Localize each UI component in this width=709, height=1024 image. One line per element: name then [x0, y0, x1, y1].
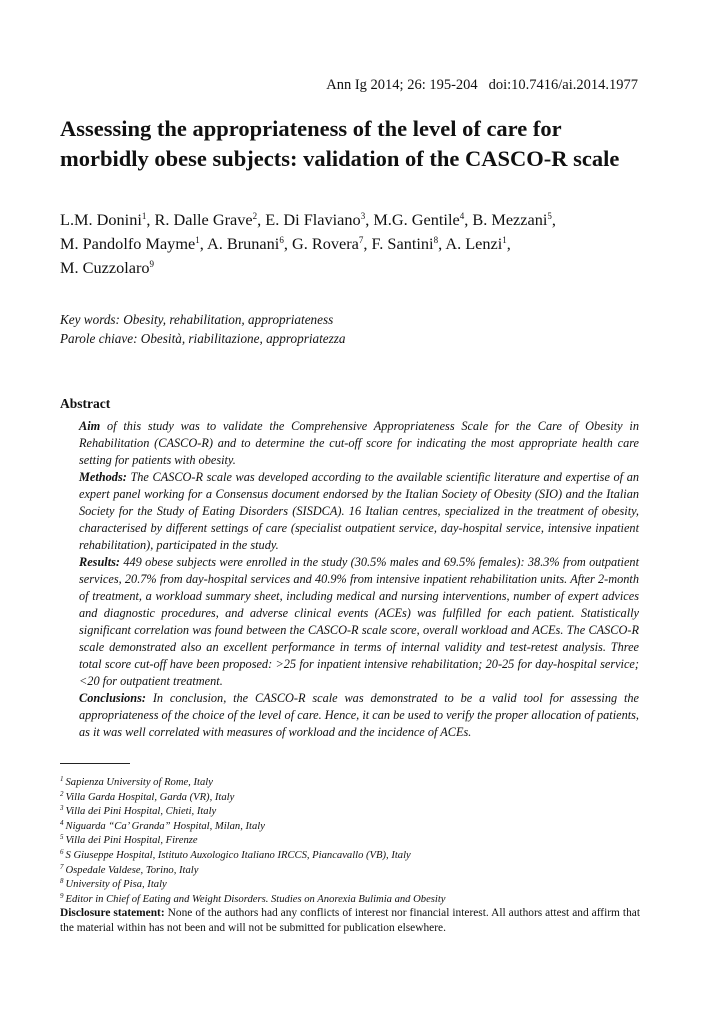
article-title: Assessing the appropriateness of the level of care for morbidly obese subjects: validation of the CASCO-R scale [60, 116, 620, 171]
author: M. Pandolfo Mayme$^1$ [60, 234, 200, 253]
author: R. Dalle Grave$^2$ [154, 210, 258, 229]
doi-text: doi:10.7416/ai.2014.1977 [488, 77, 638, 93]
author: M. Cuzzolaro$^9$ [60, 258, 155, 277]
abstract-aim: Aim of this study was to validate the Comprehensive Appropriateness Scale for the Care of Obesity in Rehabilitation (CASCO-R) and to determine the cut-off score for indicating the most appropriate health care setting for patients with obesity. [79, 419, 639, 467]
abstract-methods: Methods: The CASCO-R scale was developed according to the available scientific literature and expertise of an expert panel working for a Consensus document endorsed by the Italian Society of Obesity (SIO) and the Italian Society for the Study of Eating Disorders (SISDCA). 16 Italian centres, specialized in the treatment of obesity, characterised by different settings of care (specialist outpatient service, day-hospital service, intensive inpatient rehabilitation), participated in the study. [79, 470, 639, 552]
abstract-results: Results: 449 obese subjects were enrolled in the study (30.5% males and 69.5% females): 38.3% from outpatient services, 20.7% from day-hospital services and 40.9% from intensive inpatient rehabilitation units. After 2-month of treatment, a workload summary sheet, including medical and nursing interventions, number of expert advices and diagnostic procedures, and adverse clinical events (ACEs) was fulfilled for each patient. Statistically significant correlation was found between the CASCO-R scale score, overall workload and ACEs. The CASCO-R scale demonstrated also an excellent performance in terms of internal validity and test-retest analysis. Three total score cut-off have been proposed: >25 for inpatient intensive rehabilitation; 20-25 for day-hospital service; <20 for outpatient treatment. [79, 555, 639, 688]
affiliation-item: $^4$ Niguarda “Ca’ Granda” Hospital, Milan, Italy [60, 818, 265, 832]
keywords-block [60, 310, 650, 348]
affiliation-item: $^3$ Villa dei Pini Hospital, Chieti, Italy [60, 804, 217, 818]
disclosure-statement: Disclosure statement: None of the authors had any conflicts of interest nor financial interest. All authors attest and affirm that the material within has not been and will not be submitted for publication elsewhere. [60, 907, 640, 934]
author: B. Mezzani$^5$ [472, 210, 552, 229]
affiliation-item: $^9$ Editor in Chief of Eating and Weight Disorders. Studies on Anorexia Bulimia and Obesity [60, 891, 446, 905]
affiliation-item: $^8$ University of Pisa, Italy [60, 877, 167, 891]
keywords-english: Key words: Obesity, rehabilitation, appropriateness [60, 312, 334, 327]
author: A. Brunani$^6$ [206, 234, 284, 253]
keywords-italian: Parole chiave: Obesità, riabilitazione, appropriatezza [60, 331, 346, 346]
abstract-body [79, 418, 639, 741]
author-list: L.M. Donini$^1$, R. Dalle Grave$^2$, E. Di Flaviano$^3$, M.G. Gentile$^4$, B. Mezzani$^5$, M. Pandolfo Mayme$^1$, A. Brunani$^6$, G. Rovera$^7$, F. Santini$^8$, A. Lenzi$^1$, M. Cuzzolaro$^9$ [60, 210, 556, 277]
author: G. Rovera$^7$ [291, 234, 364, 253]
author: E. Di Flaviano$^3$ [265, 210, 366, 229]
author: A. Lenzi$^1$ [445, 234, 507, 253]
footnote-divider [60, 763, 130, 764]
journal-header [326, 77, 638, 94]
affiliation-list [60, 776, 650, 907]
affiliation-item: $^7$ Ospedale Valdese, Torino, Italy [60, 862, 199, 876]
author: M.G. Gentile$^4$ [373, 210, 465, 229]
affiliation-item: $^1$ Sapienza University of Rome, Italy [60, 775, 213, 788]
journal-citation: Ann Ig 2014; 26: 195-204 [326, 77, 478, 93]
affiliation-item: $^6$ S Giuseppe Hospital, Istituto Auxologico Italiano IRCCS, Piancavallo (VB), Italy [60, 847, 411, 861]
abstract-conclusions: Conclusions: In conclusion, the CASCO-R scale was demonstrated to be a valid tool for assessing the appropriateness of the choice of the level of care. Hence, it can be used to verify the proper allocation of patients, as it was well correlated with measures of workload and the incidence of ACEs. [79, 691, 639, 739]
affiliation-item: $^2$ Villa Garda Hospital, Garda (VR), Italy [60, 789, 235, 803]
abstract-heading: Abstract [60, 396, 111, 411]
affiliation-item: $^5$ Villa dei Pini Hospital, Firenze [60, 833, 198, 847]
author: F. Santini$^8$ [371, 234, 439, 253]
author: L.M. Donini$^1$ [60, 210, 147, 229]
